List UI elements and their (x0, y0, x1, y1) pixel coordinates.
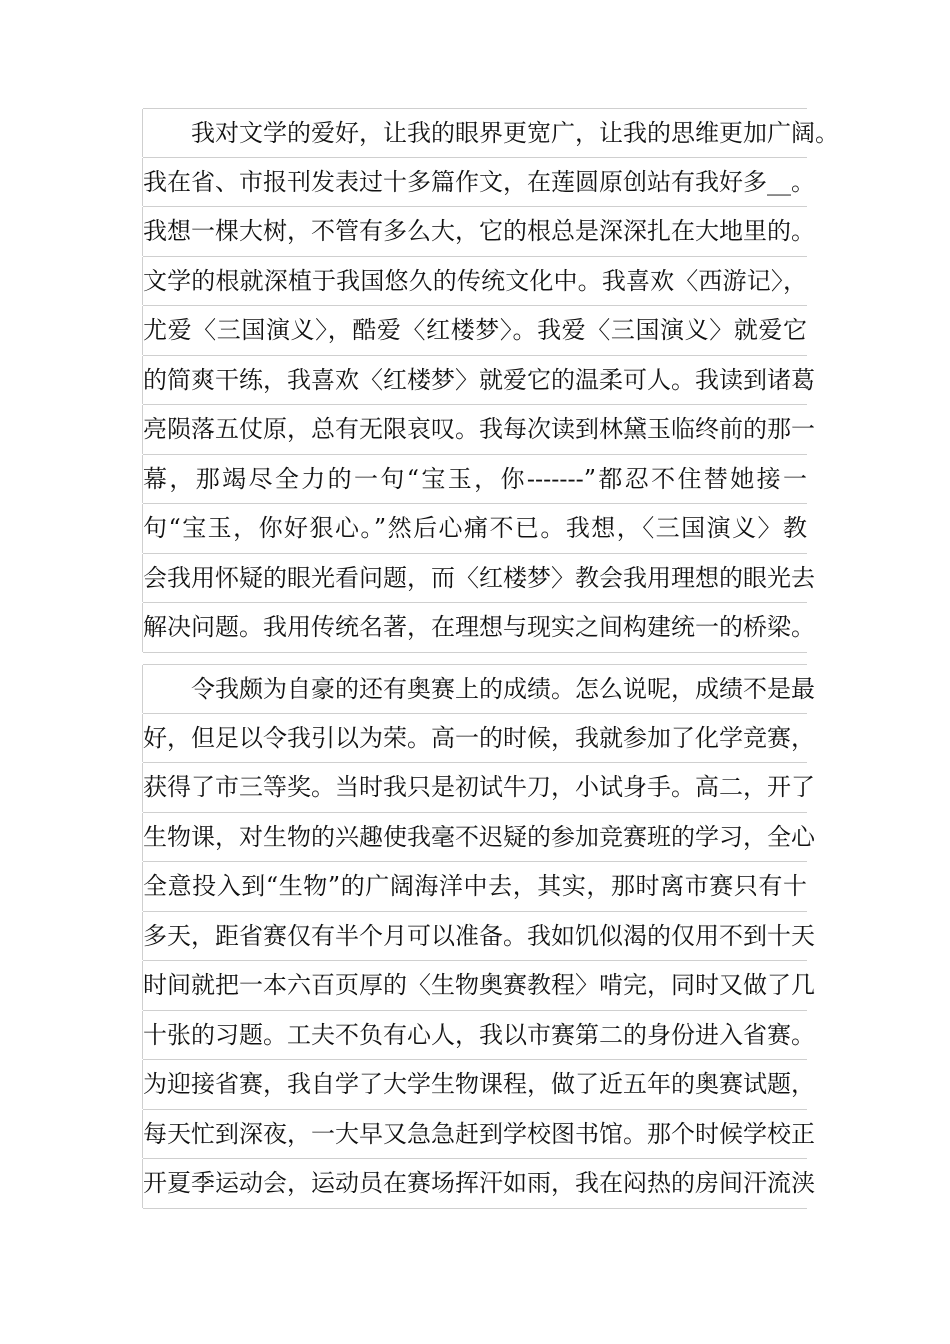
text-line: 多天，距省赛仅有半个月可以准备。我如饥似渴的仅用不到十天 (143, 912, 807, 962)
text-line: 我对文学的爱好，让我的眼界更宽广，让我的思维更加广阔。 (143, 108, 807, 158)
text-line: 尤爱〈三国演义〉，酷爱〈红楼梦〉。我爱〈三国演义〉就爱它 (143, 306, 807, 356)
text-line: 十张的习题。工夫不负有心人，我以市赛第二的身份进入省赛。 (143, 1011, 807, 1061)
text-line: 为迎接省赛，我自学了大学生物课程，做了近五年的奥赛试题， (143, 1060, 807, 1110)
paragraph-literature (143, 108, 839, 653)
text-line: 令我颇为自豪的还有奥赛上的成绩。怎么说呢，成绩不是最 (143, 664, 807, 714)
text-line: 时间就把一本六百页厚的〈生物奥赛教程〉啃完，同时又做了几 (143, 961, 807, 1011)
text-line: 好，但足以令我引以为荣。高一的时候，我就参加了化学竞赛， (143, 714, 807, 764)
text-line: 句“宝玉，你好狠心。”然后心痛不已。我想，〈三国演义〉教 (143, 504, 807, 554)
text-line: 亮陨落五仗原，总有无限哀叹。我每次读到林黛玉临终前的那一 (143, 405, 807, 455)
text-line: 每天忙到深夜，一大早又急急赶到学校图书馆。那个时候学校正 (143, 1110, 807, 1160)
text-line: 我想一棵大树，不管有多么大，它的根总是深深扎在大地里的。 (143, 207, 807, 257)
text-line: 会我用怀疑的眼光看问题，而〈红楼梦〉教会我用理想的眼光去 (143, 554, 807, 604)
text-line: 幕，那竭尽全力的一句“宝玉，你-------”都忍不住替她接一 (143, 455, 807, 505)
text-line: 获得了市三等奖。当时我只是初试牛刀，小试身手。高二，开了 (143, 763, 807, 813)
paragraph-olympiad (143, 664, 815, 1209)
text-line: 我在省、市报刊发表过十多篇作文，在莲圆原创站有我好多__。 (143, 158, 807, 208)
text-line: 开夏季运动会，运动员在赛场挥汗如雨，我在闷热的房间汗流浃 (143, 1159, 807, 1209)
text-line: 全意投入到“生物”的广阔海洋中去，其实，那时离市赛只有十 (143, 862, 807, 912)
text-line: 解决问题。我用传统名著，在理想与现实之间构建统一的桥梁。 (143, 603, 807, 653)
text-line: 生物课，对生物的兴趣使我毫不迟疑的参加竞赛班的学习，全心 (143, 813, 807, 863)
text-line: 的简爽干练，我喜欢〈红楼梦〉就爱它的温柔可人。我读到诸葛 (143, 356, 807, 406)
text-line: 文学的根就深植于我国悠久的传统文化中。我喜欢〈西游记〉， (143, 257, 807, 307)
